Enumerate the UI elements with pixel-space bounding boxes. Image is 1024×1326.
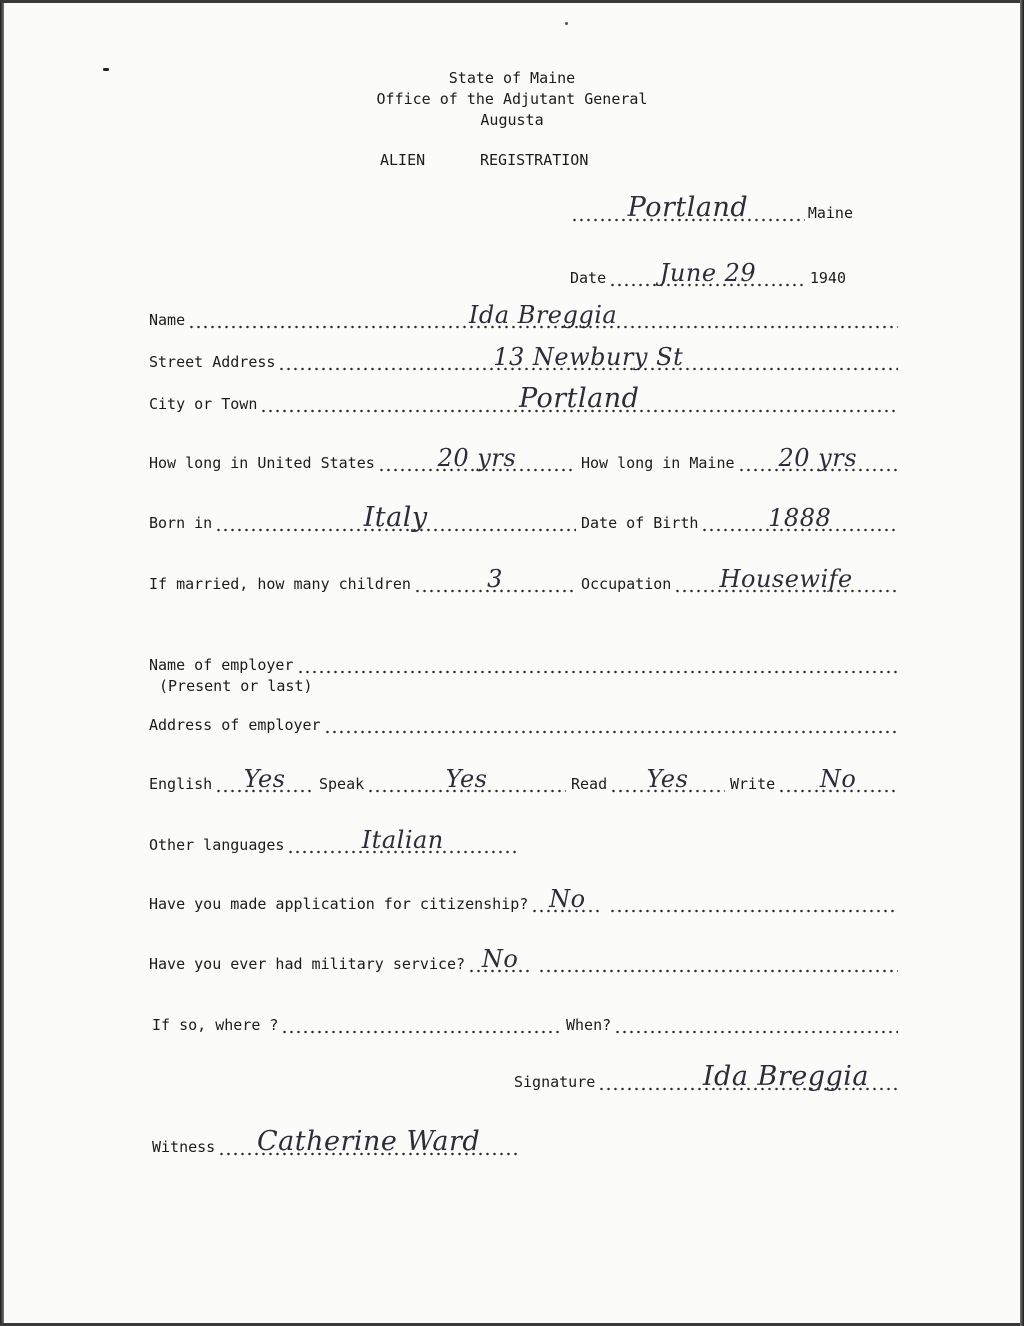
signature-value: Ida Breggia — [702, 1061, 870, 1092]
military-value: No — [481, 945, 519, 973]
scan-edge-top — [0, 0, 1024, 3]
place-value: Portland — [627, 192, 749, 223]
city-value: Portland — [518, 383, 640, 414]
dob-field — [581, 504, 901, 533]
read-value: Yes — [646, 765, 689, 793]
name-value: Ida Breggia — [468, 301, 618, 329]
english-label: English — [149, 775, 213, 793]
date-value: June 29 — [659, 259, 757, 287]
maine-years-label: How long in Maine — [581, 454, 735, 472]
children-value: 3 — [487, 565, 503, 593]
when-field — [566, 1013, 901, 1035]
city-label: City or Town — [149, 395, 258, 413]
witness-field — [152, 1126, 522, 1157]
scan-speck — [565, 22, 568, 25]
street-label: Street Address — [149, 353, 276, 371]
occupation-value: Housewife — [719, 565, 853, 593]
other-languages-value: Italian — [361, 826, 444, 854]
speak-field — [319, 765, 569, 794]
header-state: State of Maine — [448, 69, 576, 87]
where-field — [152, 1013, 564, 1035]
date-line — [570, 259, 846, 288]
street-value: 13 Newbury St — [493, 343, 684, 371]
speak-value: Yes — [445, 765, 488, 793]
maine-years-value: 20 yrs — [778, 444, 858, 472]
name-field — [149, 301, 901, 330]
place-suffix: Maine — [807, 204, 853, 222]
born-in-field — [149, 502, 579, 533]
city-field — [149, 383, 901, 414]
born-in-value: Italy — [363, 502, 428, 533]
employer-field — [149, 653, 901, 675]
where-label: If so, where ? — [152, 1016, 279, 1034]
header-office: Office of the Adjutant General — [376, 90, 648, 108]
citizenship-value: No — [549, 885, 586, 913]
dob-label: Date of Birth — [581, 514, 699, 532]
employer-address-field — [149, 713, 901, 735]
witness-value: Catherine Ward — [257, 1126, 481, 1157]
speak-label: Speak — [319, 775, 365, 793]
other-languages-field — [149, 826, 521, 855]
read-label: Read — [571, 775, 608, 793]
other-languages-label: Other languages — [149, 836, 285, 854]
read-field — [571, 765, 728, 794]
born-in-label: Born in — [149, 514, 213, 532]
citizenship-field — [149, 885, 901, 914]
employer-address-label: Address of employer — [149, 716, 321, 734]
dob-value: 1888 — [768, 504, 832, 532]
place-line — [568, 192, 853, 223]
children-label: If married, how many children — [149, 575, 411, 593]
maine-years-field — [581, 444, 901, 473]
witness-label: Witness — [152, 1138, 216, 1156]
write-value: No — [819, 765, 857, 793]
signature-label: Signature — [514, 1073, 596, 1091]
name-label: Name — [149, 311, 186, 329]
signature-field — [514, 1061, 904, 1092]
write-label: Write — [730, 775, 776, 793]
date-year: 1940 — [809, 269, 846, 287]
employer-label: Name of employer — [149, 656, 294, 674]
military-label: Have you ever had military service? — [149, 955, 466, 973]
occupation-label: Occupation — [581, 575, 672, 593]
title-registration: REGISTRATION — [480, 151, 589, 169]
write-field — [730, 765, 901, 794]
english-field — [149, 765, 317, 794]
english-value: Yes — [243, 765, 286, 793]
title-alien: ALIEN — [380, 151, 426, 169]
street-field — [149, 343, 901, 372]
date-label: Date — [570, 269, 607, 287]
citizenship-label: Have you made application for citizenship? — [149, 895, 529, 913]
children-field — [149, 565, 579, 594]
occupation-field — [581, 565, 901, 594]
when-label: When? — [566, 1016, 612, 1034]
header-city: Augusta — [480, 111, 544, 129]
us-years-label: How long in United States — [149, 454, 375, 472]
employer-sublabel: (Present or last) — [159, 677, 313, 695]
us-years-field — [149, 444, 579, 473]
military-field — [149, 945, 901, 974]
us-years-value: 20 yrs — [437, 444, 517, 472]
